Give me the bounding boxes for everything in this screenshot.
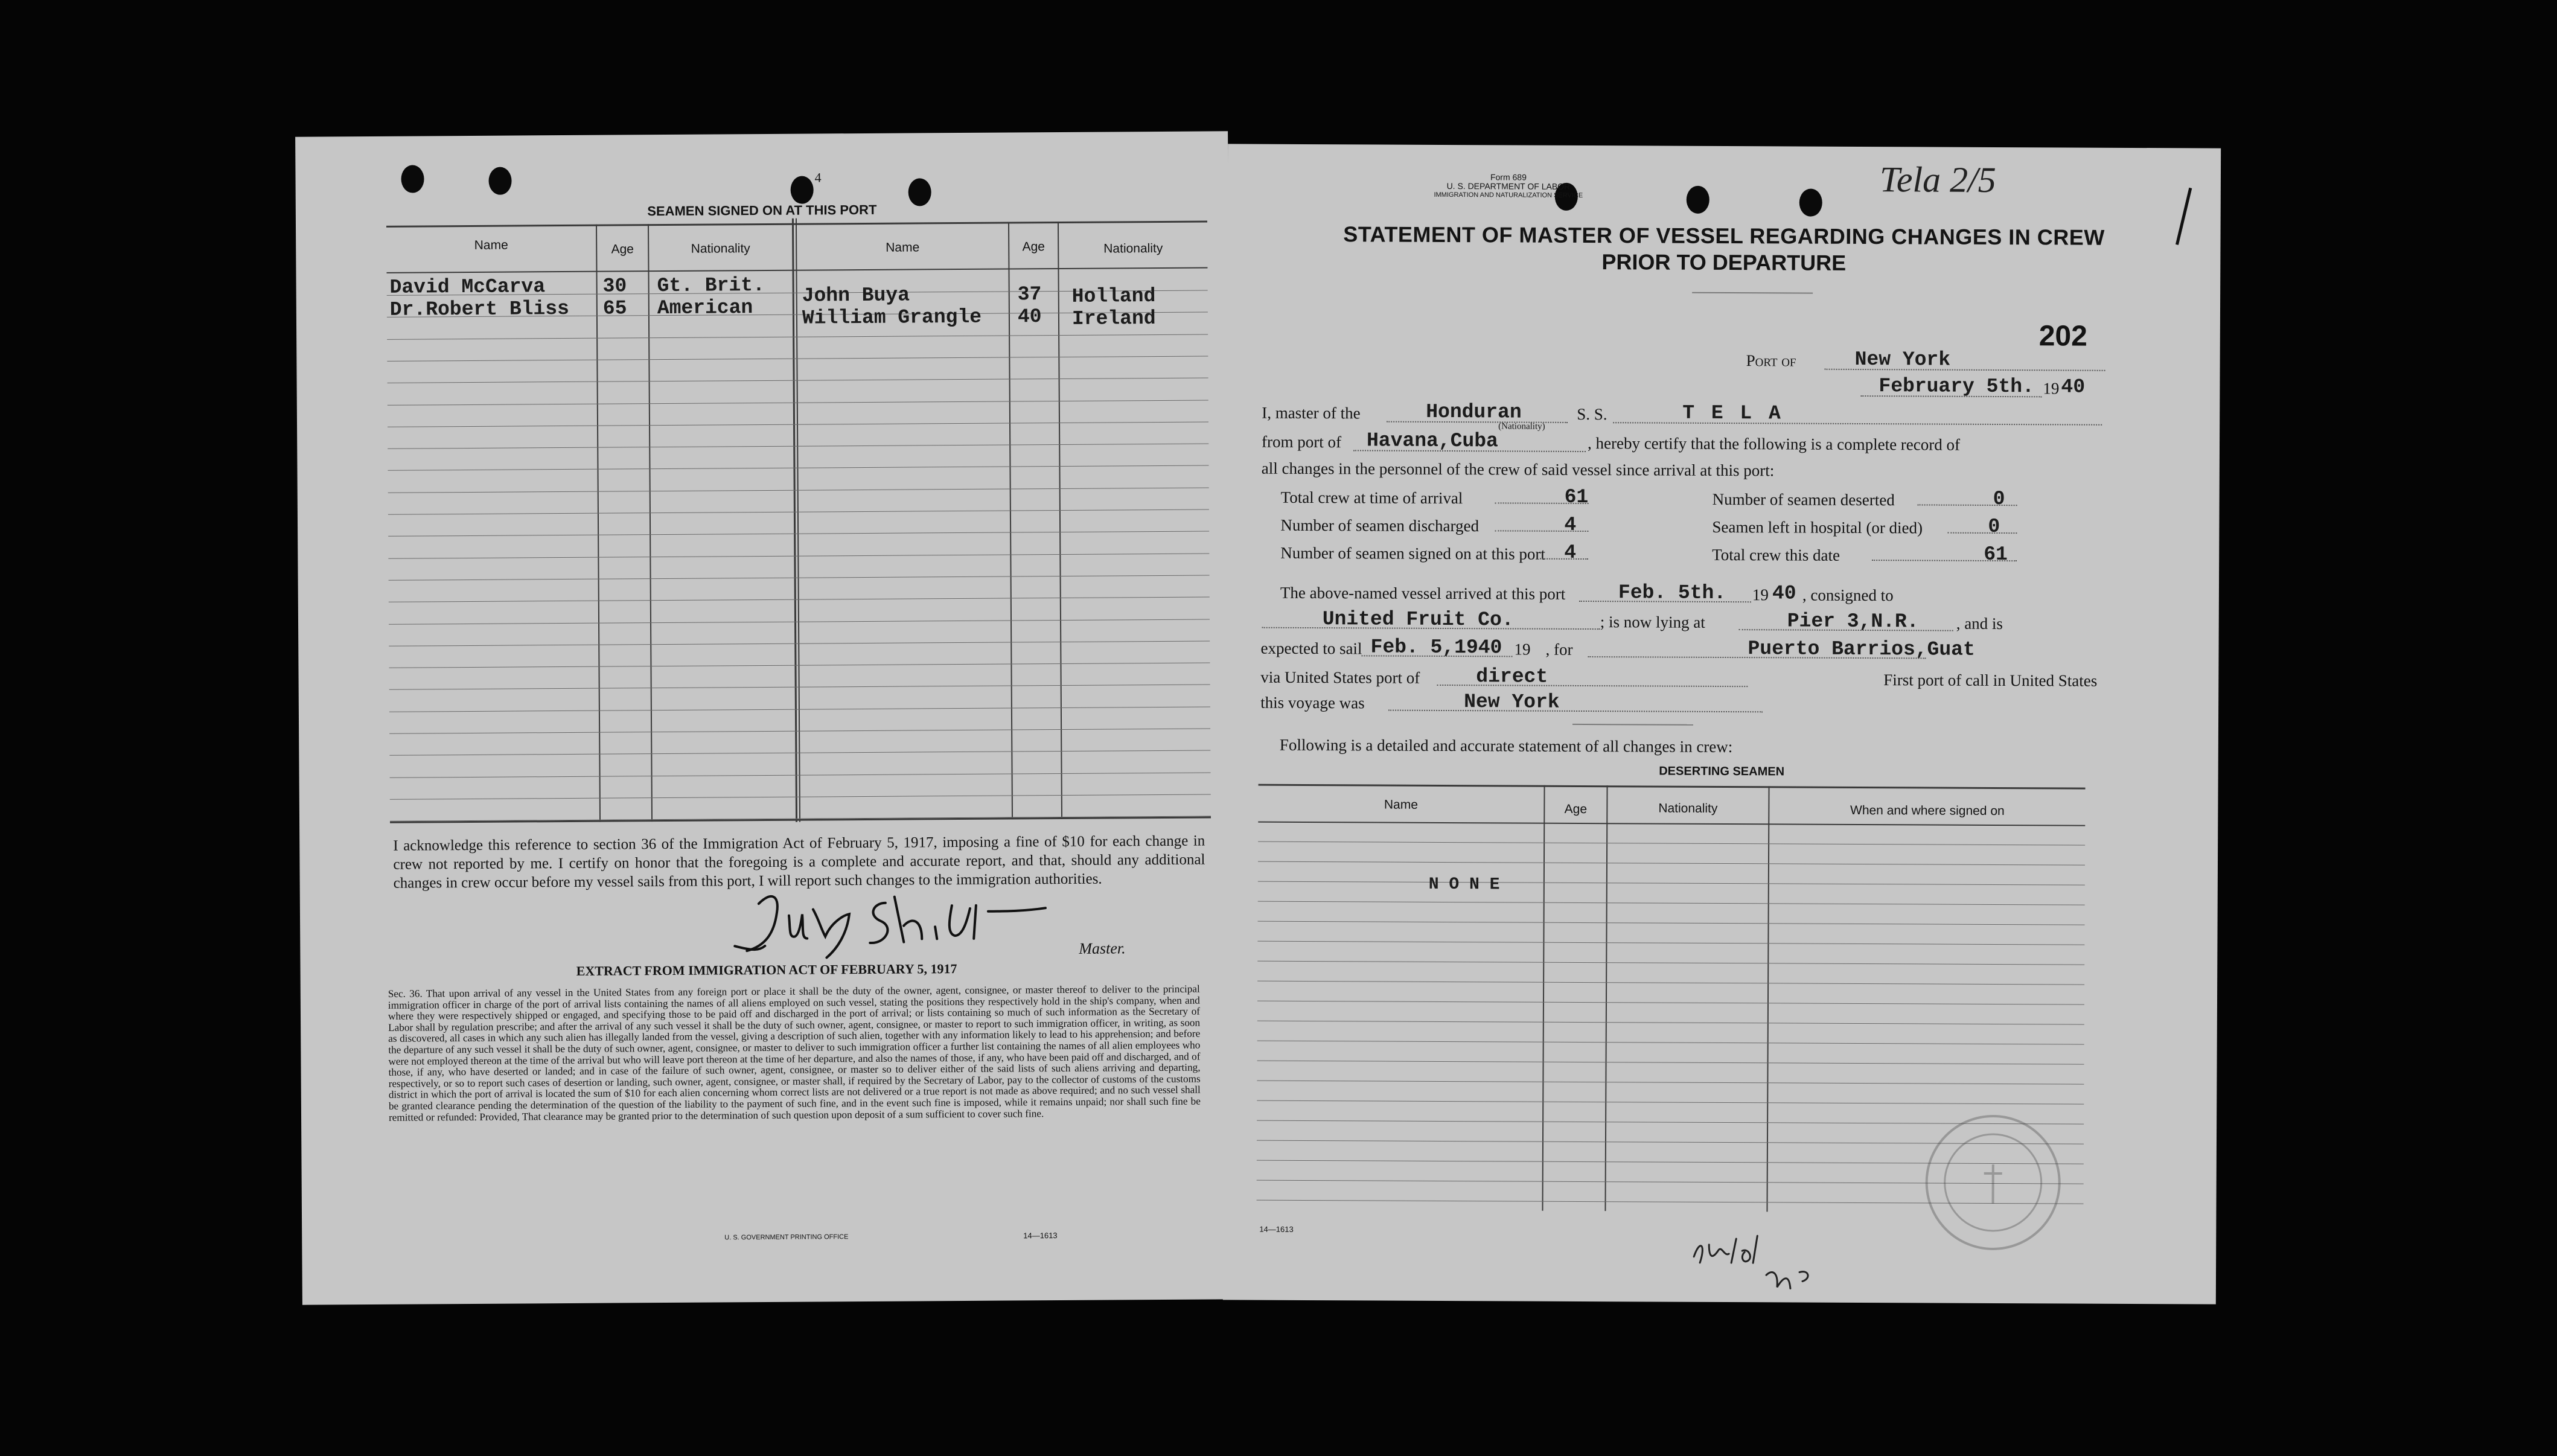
table-row-line [1257,1100,2084,1105]
master-of-label: I, master of the [1262,403,1361,423]
page-number: 4 [814,170,822,185]
punch-hole [1799,189,1822,217]
first-port-value: New York [1464,691,1560,714]
initials-handwriting [1682,1221,1839,1300]
seaman-age: 37 [1017,283,1042,306]
certify-text: , hereby certify that the following is a complete record of [1587,434,1961,454]
right-page [1223,144,2221,1304]
destination-value: Puerto Barrios,Guat [1748,637,1975,661]
deserting-title: DESERTING SEAMEN [1659,764,1785,779]
extract-text: Sec. 36. That upon arrival of any vessel in the United States from any foreign port or place it shall be the duty of the owner, agent, consignee, or master thereof to deliver to the principal immigration officer in charge of the port of arrival lists containing the names of all aliens employed on such vessel, stating the positions they respectively hold in the ship's company, when and where they were respectively shipped or engaged, and specifying those to be paid off and discharged in the port of arrival; or lists containing so much of such information as the Secretary of Labor shall by regulation prescribe; and after the arrival of any such vessel it shall be the duty of such owner, agent, consignee, or master to report to such immigration officer, in writing, as soon as discovered, all cases in which any such alien has illegally landed from the vessel, giving a description of such alien, together with any information likely to lead to his apprehension; and before the departure of any such vessel it shall be the duty of such owner, agent, consignee, or master to deliver to such immigration officer a further list containing the names of all alien employees who were not employed thereon at the time of the arrival but who will leave port thereon at the time of her departure, and also the names of those, if any, who have been paid off and discharged, and of those, if any, who have deserted or landed; and in case of the failure of such owner, agent, consignee, or master so to deliver either of the said lists of such aliens arriving and departing, respectively, or so to report such cases of desertion or landing, such owner, agent, consignee, or master shall, if required by the Secretary of Labor, pay to the collector of customs of the customs district in which the port of arrival is located the sum of $10 for each alien concerning whom correct lists are not delivered or a true report is not made as above required; and no such vessel shall be granted clearance pending the determination of the question of the liability to the payment of such fine, and in the event such fine is imposed, while it remains unpaid; nor shall such fine be remitted or refunded: Provided, That clearance may be granted prior to the determination of such question upon deposit of a sum sufficient to cover such fine. [388,983,1201,1123]
port-label: Port of [1746,351,1796,370]
and-is-label: , and is [1956,614,2003,633]
seaman-age: 65 [602,297,627,320]
col-header-nationality: Nationality [1658,801,1718,816]
col-header-age: Age [611,242,634,257]
none-entry: N O N E [1428,875,1500,895]
from-port-value: Havana,Cuba [1366,429,1498,453]
for-label: , for [1545,640,1573,659]
form-title-line1: STATEMENT OF MASTER OF VESSEL REGARDING CHANGES IN CREW [1343,222,2105,250]
printer-imprint: U. S. GOVERNMENT PRINTING OFFICE [724,1233,849,1242]
consignee-value: United Fruit Co. [1322,608,1514,631]
discharged-label: Number of seamen discharged [1280,516,1480,535]
port-value: New York [1854,348,1951,371]
form-header [1427,173,1590,200]
expected-label: expected to sail [1260,639,1362,658]
sail-date-value: Feb. 5,1940 [1370,636,1502,659]
hospital-label: Seamen left in hospital (or died) [1712,517,1923,537]
extract-title: EXTRACT FROM IMMIGRATION ACT OF FEBRUARY 5, 1917 [576,961,957,979]
seaman-nationality: Gt. Brit. [657,273,765,298]
punch-hole [488,167,511,195]
punch-hole [1687,186,1709,214]
deserted-label: Number of seamen deserted [1712,490,1895,509]
arrived-date: Feb. 5th. [1618,581,1726,605]
table-row-line [1258,841,2085,846]
form-number-stamp: 202 [2038,320,2088,353]
seaman-nationality: Holland [1071,285,1156,308]
seaman-name: John Buya [802,284,910,307]
table-row-line [1257,961,2084,965]
table-row-line [1258,921,2085,925]
total-now-label: Total crew this date [1712,545,1840,564]
via-port-value: direct [1476,665,1548,688]
sail-year-prefix: 19 [1514,640,1531,659]
vessel-name: T E L A [1682,401,1783,425]
from-port-label: from port of [1261,432,1342,452]
seaman-name: William Grangle [802,305,982,330]
total-arrival-value: 61 [1564,485,1589,509]
total-now-value: 61 [1984,543,2008,566]
nationality-value: Honduran [1426,400,1522,424]
deserted-value: 0 [1993,487,2005,511]
section-title: SEAMEN SIGNED ON AT THIS PORT [647,202,877,219]
nationality-caption: (Nationality) [1498,421,1545,432]
col-header-nationality: Nationality [691,241,750,256]
master-label: Master. [1079,939,1126,957]
voyage-label: this voyage was [1260,693,1365,712]
table-row-line [1257,1061,2084,1065]
form-title-line2: PRIOR TO DEPARTURE [1601,249,1847,275]
discharged-value: 4 [1564,513,1577,536]
seaman-nationality: Ireland [1071,307,1156,330]
corner-annotation: Tela 2/5 [1879,159,1996,200]
col-header-nationality: Nationality [1103,241,1163,256]
table-row-line [1257,941,2084,945]
signed-on-table [295,131,1228,136]
seaman-name: David McCarva [389,275,546,299]
department: U. S. DEPARTMENT OF LABOR [1446,181,1571,191]
form-code: 14—1613 [1259,1224,1294,1234]
form-code: 14—1613 [1023,1231,1058,1240]
table-row-line [1257,1001,2084,1005]
master-signature [723,878,1085,965]
first-port-label: First port of call in United States [1883,671,2098,690]
form-number: Form 689 [1490,172,1527,182]
hospital-value: 0 [1988,515,2000,538]
seal-stamp [1917,1106,2069,1258]
signed-on-label: Number of seamen signed on at this port [1280,543,1545,563]
col-header-age: Age [1022,240,1045,254]
date-year: 40 [2061,375,2086,398]
deserting-table [1228,144,2221,148]
seaman-age: 40 [1017,305,1042,328]
lying-label: ; is now lying at [1600,613,1705,631]
consigned-label: , consigned to [1802,586,1894,605]
ss-label: S. S. [1577,404,1607,424]
acknowledgment-text: I acknowledge this reference to section 36 of the Immigration Act of February 5, 1917, imposing a fine of $10 for each change in crew not reported by me. I certify on honor that the foregoing is a complete and accurate report, and that, should any additional changes in crew occur before my vessel sails from this port, I will report such changes to the immigration authorities. [393,832,1205,892]
via-label: via United States port of [1260,668,1420,687]
table-row-line [1258,861,2085,866]
table-row-line [1258,901,2085,905]
col-header-name: Name [1384,797,1418,812]
seaman-name: Dr.Robert Bliss [389,297,570,321]
service: IMMIGRATION AND NATURALIZATION SERVICE [1434,191,1583,199]
total-arrival-label: Total crew at time of arrival [1280,488,1463,508]
col-header-name: Name [474,238,508,252]
table-row-line [1257,1081,2084,1085]
table-row-line [1257,1041,2084,1045]
date-value: February 5th. [1879,375,2034,398]
following-text: Following is a detailed and accurate statement of all changes in crew: [1279,735,1733,756]
arrived-year: 40 [1772,582,1796,605]
signed-on-value: 4 [1564,541,1577,564]
seaman-age: 30 [602,275,627,298]
table-row-line [1257,1021,2084,1025]
date-year-prefix: 19 [2043,379,2060,398]
table-row-line [1258,881,2085,886]
left-page [295,131,1235,1304]
certify-text-2: all changes in the personnel of the crew of said vessel since arrival at this port: [1261,459,1775,480]
berth-value: Pier 3,N.R. [1787,610,1919,633]
table-row-line [1257,981,2084,985]
col-header-when-where: When and where signed on [1850,803,2005,819]
punch-hole [791,176,814,203]
col-header-name: Name [886,240,920,255]
seaman-nationality: American [657,296,753,320]
punch-hole [401,165,424,193]
arrived-year-prefix: 19 [1752,586,1769,604]
arrived-label: The above-named vessel arrived at this port [1280,583,1566,603]
col-header-age: Age [1564,802,1588,817]
